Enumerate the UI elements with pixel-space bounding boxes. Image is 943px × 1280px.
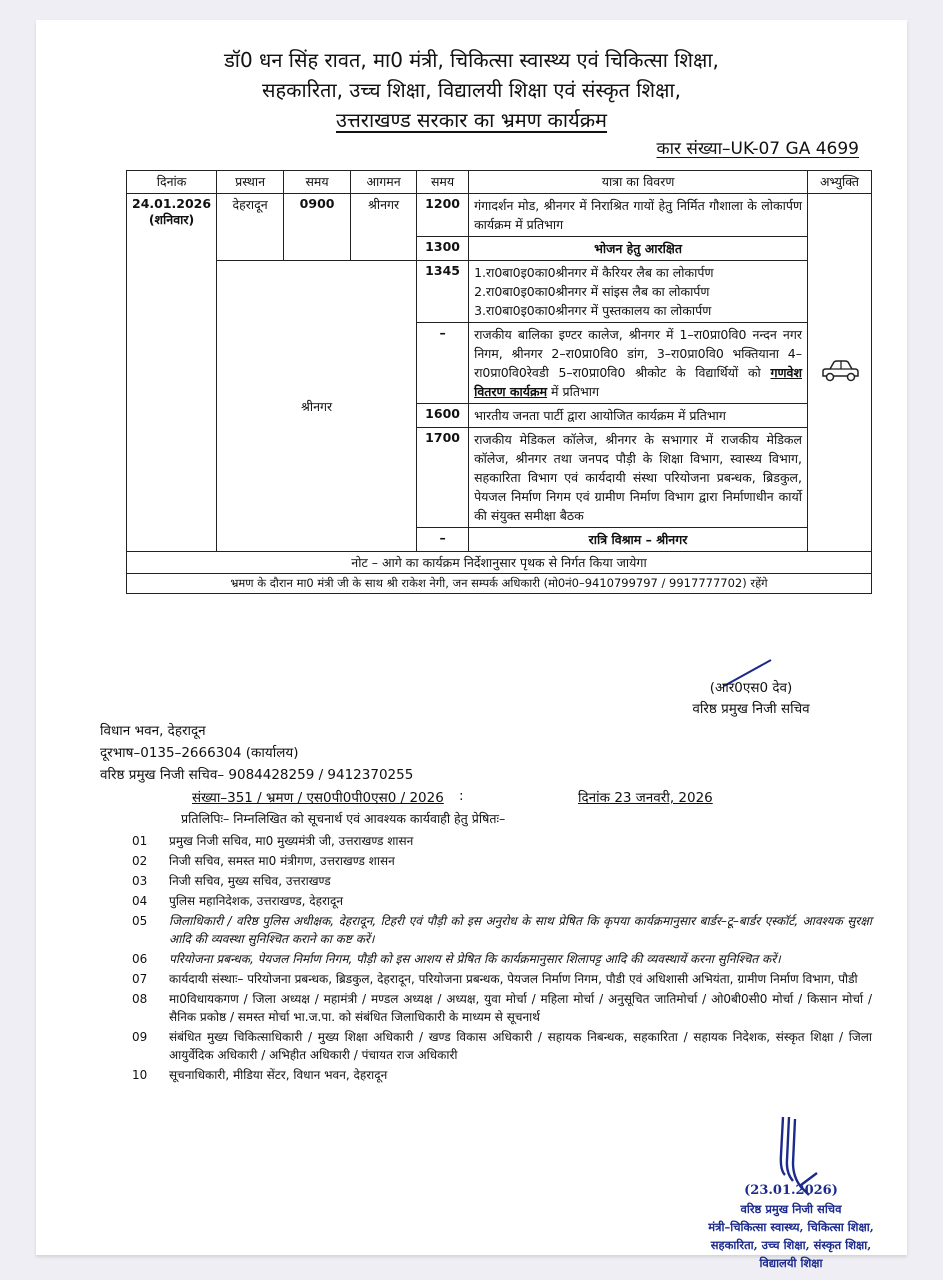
reference-date: दिनांक 23 जनवरी, 2026 [578,790,713,806]
list-item [132,1066,872,1084]
list-item [132,1028,872,1064]
item-text: सूचनाधिकारी, मीडिया सेंटर, विधान भवन, देहरादून [169,1068,388,1082]
office-address [100,720,413,786]
item-text: परियोजना प्रबन्धक, पेयजल निर्माण निगम, पौड़ी को इस आशय से प्रेषित कि कार्यक्रमानुसार शिलापट्ट आदि की व्यवस्थायें करना सुनिश्चित करें। [169,952,781,966]
description-text: में प्रतिभाग [547,384,600,399]
note-row [127,552,872,574]
item-text: कार्यदायी संस्थाः– परियोजना प्रबन्धक, ब्रिडकुल, देहरादून, परियोजना प्रबन्धक, पेयजल निर्माण निगम, पौडी एवं अधिशासी अभियंता, ग्रामीण निर्माण विभाग, पौडी [169,972,858,986]
phone-line: दूरभाष–0135–2666304 (कार्यालय) [100,745,299,761]
time-cell: 1600 [417,404,469,428]
signatory-block [636,678,866,720]
car-icon [820,358,860,384]
reference-number: संख्या–351 / भ्रमण / एस0पी0पी0एस0 / 2026 [192,790,444,806]
official-stamp [686,1182,896,1272]
reference-colon: : [459,788,464,804]
item-number: 01 [132,834,148,848]
signatory-designation: वरिष्ठ प्रमुख निजी सचिव [692,701,810,717]
item-text: निजी सचिव, मुख्य सचिव, उत्तराखण्ड [169,874,331,888]
list-item [132,892,872,910]
stamp-date: (23.01.2026) [744,1183,838,1198]
description-cell: गंगादर्शन मोड, श्रीनगर में निराश्रित गायों हेतु निर्मित गौशाला के लोकार्पण कार्यक्रम में प्रतिभाग [469,194,808,237]
note-cell: नोट – आगे का कार्यक्रम निर्देशानुसार पृथक से निर्गत किया जायेगा [127,552,872,574]
time-cell: 1345 [417,261,469,323]
stamp-line: सहकारिता, उच्च शिक्षा, संस्कृत शिक्षा, [710,1238,872,1252]
list-item [132,912,872,948]
contact-row [127,574,872,594]
item-number: 10 [132,1068,148,1082]
copy-to-list [132,832,872,1086]
item-text: प्रमुख निजी सचिव, मा0 मुख्यमंत्री जी, उत्तराखण्ड शासन [169,834,414,848]
item-number: 06 [132,952,148,966]
list-item [132,852,872,870]
description-cell: रात्रि विश्राम – श्रीनगर [469,528,808,552]
signatory-name: (आर0एस0 देव) [709,680,793,696]
description-line: 1.रा0बा0इ0का0श्रीनगर में कैरियर लैब का लोकार्पण [474,265,714,280]
table-header-row [127,171,872,194]
item-number: 03 [132,874,148,888]
header-minister-line: डॉ0 धन सिंह रावत, मा0 मंत्री, चिकित्सा स्वास्थ्य एवं चिकित्सा शिक्षा, [224,48,719,72]
item-text: मा0विधायकगण / जिला अध्यक्ष / महामंत्री / मण्डल अध्यक्ष / अध्यक्ष, युवा मोर्चा / महिला मोर्चा / अनुसूचित जातिमोर्चा / ओ0बी0सी0 मोर्चा / किसान मोर्चा / सैनिक प्रकोष्ठ / समस्त मोर्चा भा.ज.पा. को संबंधित जिलाधिकारी के माध्यम से सूचनार्थ [169,992,872,1024]
item-text: संबंधित मुख्य चिकित्साधिकारी / मुख्य शिक्षा अधिकारी / खण्ड विकास अधिकारी / सहायक निबन्धक, सहकारिता / सहायक निदेशक, संस्कृत शिक्षा / जिला आयुर्वेदिक अधिकारी / अभिहीत अधिकारी / पंचायत राज अधिकारी [169,1030,872,1062]
list-item [132,872,872,890]
col-description: यात्रा का विवरण [469,171,808,194]
document-page [36,20,907,1270]
departure-cell: देहरादून [217,194,284,261]
item-text: पुलिस महानिदेशक, उत्तराखण्ड, देहरादून [169,894,344,908]
stamp-line: वरिष्ठ प्रमुख निजी सचिव [740,1202,842,1216]
time-cell: 1200 [417,194,469,237]
time-cell: – [417,528,469,552]
description-cell: भारतीय जनता पार्टी द्वारा आयोजित कार्यक्रम में प्रतिभाग [469,404,808,428]
item-number: 05 [132,914,148,928]
time-cell: 1300 [417,237,469,261]
address-line: विधान भवन, देहरादून [100,723,206,739]
day-value: (शनिवार) [148,212,195,227]
secretary-phone-line: वरिष्ठ प्रमुख निजी सचिव– 9084428259 / 9412370255 [100,767,414,783]
list-item [132,832,872,850]
arrival-cell: श्रीनगर [351,194,417,261]
col-remarks: अभ्युक्ति [808,171,872,194]
document-title: उत्तराखण्ड सरकार का भ्रमण कार्यक्रम [335,108,608,132]
description-cell: भोजन हेतु आरक्षित [469,237,808,261]
contact-cell: भ्रमण के दौरान मा0 मंत्री जी के साथ श्री राकेश नेगी, जन सम्पर्क अधिकारी (मो0नं0–9410799797 / 9917777702) रहेंगे [127,574,872,594]
col-departure: प्रस्थान [217,171,284,194]
copy-to-intro: प्रतिलिपिः– निम्नलिखित को सूचनार्थ एवं आवश्यक कार्यवाही हेतु प्रेषितः– [181,811,506,826]
table-row [127,194,872,237]
description-line: 3.रा0बा0इ0का0श्रीनगर में पुस्तकालय का लोकार्पण [474,303,712,318]
stamp-line: मंत्री–चिकित्सा स्वास्थ्य, चिकित्सा शिक्षा, [708,1220,874,1234]
col-time: समय [417,171,469,194]
item-number: 08 [132,992,148,1006]
item-number: 07 [132,972,148,986]
item-number: 04 [132,894,148,908]
table-row [127,261,872,323]
remarks-cell [808,194,872,552]
description-cell [469,261,808,323]
list-item [132,970,872,988]
date-value: 24.01.2026 [132,196,212,211]
list-item [132,990,872,1026]
time-cell: – [417,323,469,404]
item-number: 09 [132,1030,148,1044]
list-item [132,950,872,968]
merged-place-cell: श्रीनगर [217,261,417,552]
time-cell: 1700 [417,428,469,528]
description-emphasis: गणवेश वितरण कार्यक्रम [474,365,802,399]
stamp-line: विद्यालयी शिक्षा [759,1256,823,1270]
description-cell: राजकीय मेडिकल कॉलेज, श्रीनगर के सभागार में राजकीय मेडिकल कॉलेज, श्रीनगर तथा जनपद पौड़ी के शिक्षा विभाग, स्वास्थ्य विभाग, सहकारिता विभाग एवं कार्यदायी संस्था परियोजना प्रबन्धक, ब्रिडकुल, पेयजल निर्माण निगम एवं ग्रामीण निर्माण विभाग द्वारा निर्माणाधीन कार्यो की संयुक्त समीक्षा बैठक [469,428,808,528]
item-number: 02 [132,854,148,868]
item-text: निजी सचिव, समस्त मा0 मंत्रीगण, उत्तराखण्ड शासन [169,854,395,868]
header-portfolio-line: सहकारिता, उच्च शिक्षा, विद्यालयी शिक्षा एवं संस्कृत शिक्षा, [262,78,681,102]
tour-schedule-table [126,170,872,594]
description-cell [469,323,808,404]
description-line: 2.रा0बा0इ0का0श्रीनगर में सांइस लैब का लोकार्पण [474,284,710,299]
col-date: दिनांक [127,171,217,194]
col-arrival: आगमन [351,171,417,194]
description-text: राजकीय बालिका इण्टर कालेज, श्रीनगर में 1–रा0प्रा0वि0 नन्दन नगर निगम, श्रीनगर 2–रा0प्रा0वि0 डांग, 3–रा0प्रा0वि0 भक्तियाना 4–रा0प्रा0वि0रेवडी 5–रा0प्रा0वि0 श्रीकोट के विद्यार्थियों को [474,327,802,380]
car-number: कार संख्या–UK-07 GA 4699 [656,139,859,159]
departure-time-cell: 0900 [284,194,351,261]
item-text: जिलाधिकारी / वरिष्ठ पुलिस अधीक्षक, देहरादून, टिहरी एवं पौड़ी को इस अनुरोध के साथ प्रेषित कि कृपया कार्यक्रमानुसार बार्डर–टू–बार्डर एस्कॉर्ट, आवश्यक सुरक्षा आदि की व्यवस्था सुनिश्चित कराने का कष्ट करें। [169,914,872,946]
col-departure-time: समय [284,171,351,194]
date-cell [127,194,217,552]
